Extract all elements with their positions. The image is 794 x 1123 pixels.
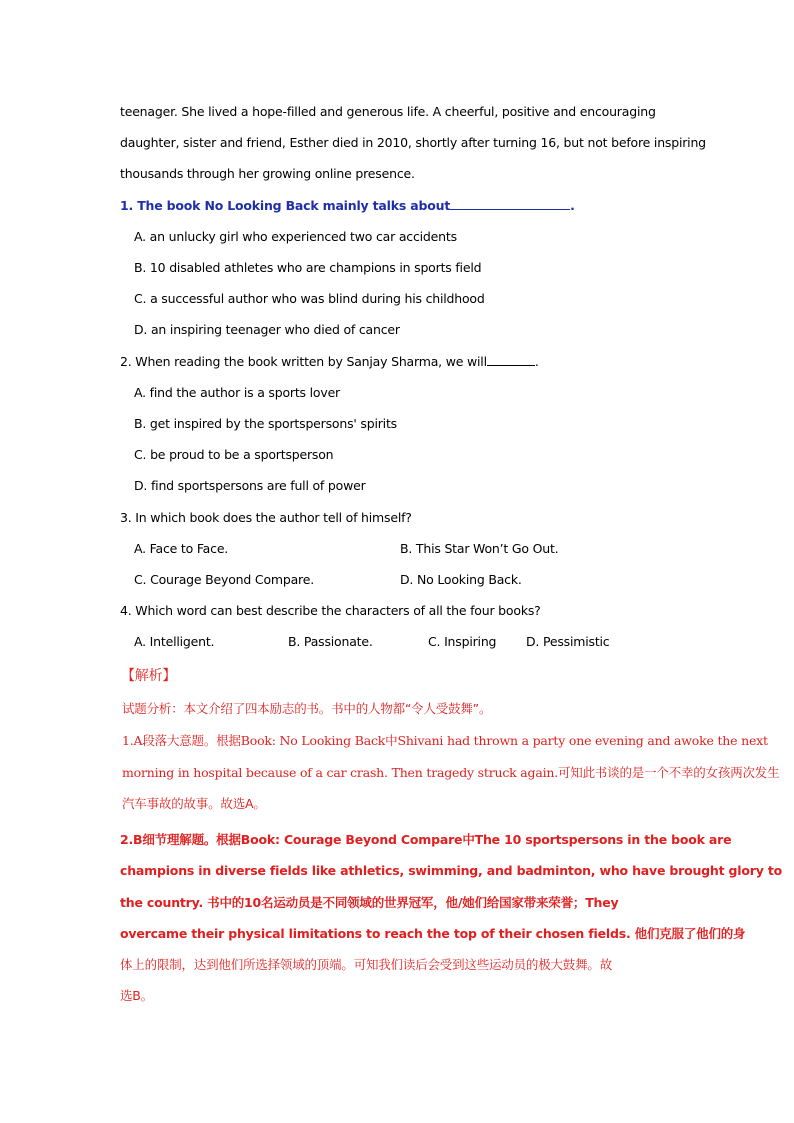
answer-blank: [450, 198, 570, 210]
option: C. a successful author who was blind during his childhood: [134, 291, 485, 306]
option: A. an unlucky girl who experienced two car accidents: [134, 229, 457, 244]
question-4-stem: 4. Which word can best describe the characters of all the four books?: [120, 603, 541, 618]
option: D. an inspiring teenager who died of cancer: [134, 322, 400, 337]
option: A. Face to Face.: [134, 541, 229, 556]
analysis-line: 选B。: [120, 988, 153, 1003]
question-1-stem: 1. The book No Looking Back mainly talks about .: [120, 198, 575, 213]
analysis-line: 体上的限制，达到他们所选择领域的顶端。可知我们读后会受到这些运动员的极大鼓舞。故: [120, 957, 613, 972]
option: D. No Looking Back.: [400, 572, 522, 587]
analysis-line: champions in diverse fields like athletics, swimming, and badminton, who have brought glory to: [120, 863, 782, 878]
analysis-line: morning in hospital because of a car crash. Then tragedy struck again.可知此书谈的是一个不幸的女孩两次发生: [122, 765, 780, 780]
passage-line: teenager. She lived a hope-filled and generous life. A cheerful, positive and encouraging: [120, 104, 656, 119]
option: D. find sportspersons are full of power: [134, 478, 366, 493]
option: D. Pessimistic: [526, 634, 610, 649]
question-3-stem: 3. In which book does the author tell of himself?: [120, 510, 412, 525]
analysis-heading: 【解析】: [121, 668, 177, 684]
analysis-line: 汽车事故的故事。故选A。: [122, 796, 266, 811]
option: C. Inspiring: [428, 634, 497, 649]
analysis-line: the country. 书中的10名运动员是不同领域的世界冠军，他/她们给国家带来荣誉；They: [120, 895, 619, 910]
passage-line: thousands through her growing online presence.: [120, 166, 415, 181]
option: B. get inspired by the sportspersons' spirits: [134, 416, 397, 431]
analysis-line: 1.A段落大意题。根据Book: No Looking Back中Shivani had thrown a party one evening and awoke the next: [122, 733, 768, 748]
analysis-summary: 试题分析：本文介绍了四本励志的书。书中的人物都“令人受鼓舞”。: [122, 701, 492, 716]
analysis-line: 2.B细节理解题。根据Book: Courage Beyond Compare中The 10 sportspersons in the book are: [120, 832, 732, 847]
option: B. 10 disabled athletes who are champions in sports field: [134, 260, 482, 275]
question-2-stem: 2. When reading the book written by Sanjay Sharma, we will .: [120, 354, 539, 369]
option: B. Passionate.: [288, 634, 373, 649]
option: B. This Star Won’t Go Out.: [400, 541, 559, 556]
option: A. Intelligent.: [134, 634, 215, 649]
option: C. be proud to be a sportsperson: [134, 447, 334, 462]
analysis-line: overcame their physical limitations to reach the top of their chosen fields. 他们克服了他们的身: [120, 926, 746, 941]
option: C. Courage Beyond Compare.: [134, 572, 314, 587]
option: A. find the author is a sports lover: [134, 385, 340, 400]
passage-line: daughter, sister and friend, Esther died in 2010, shortly after turning 16, but not before inspiring: [120, 135, 706, 150]
answer-blank: [487, 354, 535, 366]
